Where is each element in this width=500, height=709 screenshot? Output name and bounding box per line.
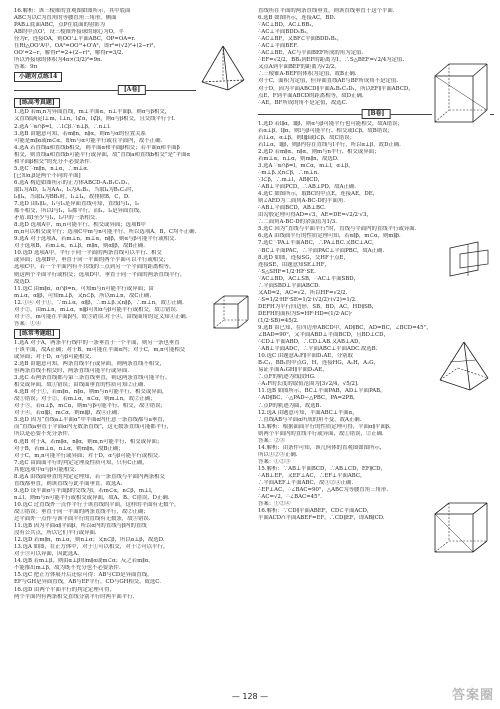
text-line: ∴EF⊥AC，∴∠BAC=90°，△ABC为等腰直角三角形. (258, 487, 389, 494)
text-line: 6.选B 如图所示，连接AC，BD. (258, 15, 336, 22)
text-line: ∴CD⊥平面ABD，∴CD⊥AB.又AB⊥AD， (258, 339, 364, 346)
text-line: ABC为以C为直角的等腰直角三角形，侧面 (14, 15, 117, 22)
text-line: PAB⊥底面ABC，点P在底面的射影为 (14, 22, 106, 29)
text-line: 则两个平面内的直线平行或异面，故①错误，②正确. (258, 430, 384, 437)
text-line: 2.选A ∵α∩β=l，∴l⊂β.∵n⊥β，∴n⊥l. (14, 123, 111, 130)
text-line: 又AD=2，AC=√2，所以HF=√2/2. (258, 289, 348, 296)
text-line: 12.选A 由题意可知，平面ABC⊥平面α， (258, 409, 358, 416)
text-line: 径为r，连接OA，则OO'⊥平面ABC，OP=OA=r. (14, 36, 136, 43)
text-line: 16.解析：∵CD∥平面ABEF，CD⊂平面ACD， (258, 508, 373, 515)
text-line: 对于③可以异面，因此选A. (14, 551, 79, 558)
text-line: 11.选B 因为平面α∥平面β，所以α内的直线与β内的直线 (14, 523, 147, 530)
section-heading-row (14, 97, 250, 109)
text-line: ∴AC⊥BF，又BF⊂平面BDD₁B₁， (258, 36, 343, 43)
text-line: ∴S=1/2·HF·SE=1/2·(√2/2)·(√2)=1/2. (258, 296, 357, 303)
cube-figure-right-top (432, 60, 490, 126)
text-line: 5.选C 因为“直线与平面平行”时，直线与平面内的直线平行或异面. (258, 226, 417, 233)
text-line: 而“直线a垂直于平面α内无数条直线”，这无数条直线可能都平行， (14, 424, 172, 431)
text-line: 没有公共点，所以它们平行或异面. (14, 530, 97, 537)
text-line: (1/2·SB)=45/2. (258, 317, 299, 324)
text-line: 13.选A 如图，在正方体中，对于①可以相交，对于②可以平行， (14, 544, 169, 551)
text-line: 8.选D 选项A中，m,n可能平行、相交或异面；选项B中 (14, 222, 146, 229)
text-line: ∵AC⊥BD，AC⊥SB，∴AC⊥平面SBD， (258, 275, 359, 282)
text-line: 对于D，因为平面ABCD∥平面A₁B₁C₁D₁，所以EF∥平面ABCD， (258, 85, 414, 92)
text-line: 2.选D 若m∥α，n∥α，则m与n平行、相交或异面； (258, 148, 380, 155)
text-line: 14.选B 若m⊥β，则由α⊥β知m∥α或m⊂α；反之若m∥α， (14, 558, 154, 565)
text-line: 则这两个平面平行或相交；选项D中，垂直于同一平面的两条直线平行， (14, 271, 186, 278)
text-line: 9.选A 对于选项A，若m⊥n，m⊥α，n∥β，则α与β可能平行或相交. (14, 236, 177, 243)
pyramid-figure (196, 44, 250, 92)
text-line: 在Rt△OO'A中，OA²=OO'²+O'A²，即r²=(√2)²+(2−r)²， (14, 43, 159, 50)
text-line: 1.选A 对于A，两条平行线中的一条垂直于一个平面，则另一条也垂直 (14, 339, 180, 346)
text-line: ∴AC⊥平面BEF. (258, 43, 298, 50)
text-line: B₁C₁，BB₁的中点G，H，连接HG，A₁H，A₁G， (258, 360, 379, 367)
text-line: n⊥l，则m与n可能平行或相交或异面，故A、B、C错误，D正确. (14, 494, 170, 501)
text-line: 直线都垂直，则该直线与此平面垂直，故选A. (14, 480, 123, 487)
text-line: 16.解析：该三棱锥的直观图如图所示，其中底面 (14, 8, 131, 14)
text-line: 12.①④ 对于①，∵m⊥α，α∥β，∴m⊥β.又n∥β，∴m⊥n，故①正确. (14, 299, 184, 306)
text-line: 1.选D 若l∥α，l∥β，则α与β可能平行也可能相交，故A错误； (258, 120, 403, 127)
text-line: ∴三棱锥A-BEF的体积为定值，故B正确. (258, 71, 357, 78)
text-line: 10.选C 过直线外一点作平行于该直线的平面，这样的平面有无数个， (14, 501, 180, 508)
text-line: ∴二面角A-BC-D的余弦值为1/3. (258, 219, 337, 226)
text-line: ∴AB⊥平面ADC，∴平面ABC⊥平面ADC.故选B. (258, 346, 378, 353)
text-line: 所以①②③正确. (258, 451, 298, 458)
section-heading: [练常考题组] (14, 329, 60, 339)
text-line: 16.选D 由两个平面平行的判定定理可得， (14, 586, 115, 593)
text-line: 答案：①②③ (258, 458, 291, 465)
text-line: 10.选D 选项A中，平行于同一平面的两条直线可以平行、相交 (14, 250, 162, 257)
text-line: 对于B，若m⊥α，n⊥α，则m∥n，故B正确； (14, 445, 124, 452)
text-line: 但两条直线不相交时，两条直线可能平行或异面. (14, 368, 129, 375)
cube-figure-right-bottom (432, 500, 490, 556)
text-line: 7.选D 由l₁∥l₂，l₁与l₃是异面直线可知，直线l与l₁，l₂ (14, 201, 139, 208)
text-line: 5.选D 因为“直线a⊥平面α”中平面α内任意一条直线都与a垂直， (14, 417, 169, 424)
text-line: 两个平面内有两条相交直线分别平行时两平面平行. (14, 593, 135, 600)
section-band-label: [A卷] (118, 85, 146, 95)
text-line: 不能推出m⊥β，故为既不充分也不必要条件. (14, 565, 121, 572)
text-line: 直线所在平面的两条直线垂直，则该直线垂直于这个平面. (258, 8, 395, 14)
text-line: 答案：9π (14, 64, 38, 71)
text-line: 答案：②③ (258, 437, 285, 444)
text-line: 对于C，面积为定值，但异面直线AE与BF所成角不是定值. (258, 78, 398, 85)
text-line: 3.选A ∵α∩β=l，m⊂α，m⊥l，α⊥β， (258, 162, 354, 169)
text-line: 故选D. (14, 278, 31, 285)
text-line: 过平面外一点作与该平面平行的直线有无数条，故③错误. (14, 516, 151, 523)
text-line: 对于③，若α⊥β，m⊂α，则m与β可能平行、相交，故③错误； (14, 403, 166, 410)
text-line: ∴AB⊥EF，又EF⊥AC，∴EF⊥平面ABC， (258, 473, 366, 479)
text-line: ∴AD∥BC，∴△PAD∽△PBC，PA=2PB， (258, 395, 359, 402)
watermark-logo: 答案圈 (451, 688, 494, 703)
text-line: 4.选C 如图所示，取BC的中点E，连接AE，DE， (258, 191, 379, 198)
text-line: 2.选B 由题意可知，两条直线平行或异面，则两条直线不相交， (14, 361, 165, 368)
text-line: 连接SE，由题意知SE⊥HF， (258, 261, 330, 268)
text-line: 又点A到平面BEF的距离为√2/2， (258, 64, 340, 71)
text-line: ∵l⊂β，∴m⊥l，AB∥CD， (258, 177, 324, 184)
text-line: 对于选项B，若m⊥α，n⊥β，m∥n，则α∥β，故B正确. (14, 243, 145, 250)
text-line: 若m⊥α，n⊥α，则m∥n，故选D. (258, 155, 339, 162)
text-line: 8.选D 如图，连接SG，交HF于点E， (258, 254, 349, 261)
text-line: 9.选D 设平面α与平面β的交线为l，若m⊂α，n⊂β，m⊥l， (14, 487, 157, 494)
cube-figure-left (212, 294, 250, 330)
text-line: 所以外接球的体积为4π×(3/2)²=9π. (14, 57, 103, 64)
text-line: 1.选D 若m,n为异面直线，m⊥平面α，n⊥平面β，则α与β相交， (14, 109, 171, 116)
text-line: ∴AE，BF所成的角不是定值，故选C. (258, 99, 348, 106)
text-line: 于该平面，故A正确；对于B，m可能在平面α内；对于C，m,n可能相交 (14, 346, 186, 353)
text-line: 则∠AED为二面角A-BC-D的平面角. (258, 198, 345, 205)
text-line: ∴A₁F的长度的取值范围为[3√2/4，√5/2]. (258, 381, 359, 388)
text-line: l₁∥l₄，当取l₄为BB₁时，l₁⊥l₄，故排除B，C，D. (14, 193, 130, 200)
text-line: 6.选A 构造如图所示的正方体ABCD-A₁B₁C₁D₁， (14, 179, 133, 186)
text-line: ∴直线AB与平面α所成的角不变，故A正确. (258, 416, 362, 423)
text-line: 平面ACD∩平面ABEF=EF，∴CD∥EF，即AB∥CD. (258, 515, 385, 522)
text-line: 矛盾.故l至少与l₁，l₂中的一条相交. (14, 215, 97, 222)
text-line: ∴平面AEF⊥平面ABC，故①②④正确. (258, 480, 354, 487)
text-line: 故①错误；垂直于同一平面的两条直线平行，故②正确； (14, 509, 149, 515)
text-line: 相交或异面，故①错误；由线面垂直的性质可知②正确. (14, 382, 146, 389)
text-line: EF与GH是异面直线，AB与EF平行，CD与GH相交，故选C. (14, 579, 161, 586)
pyramid-figure-right (436, 340, 492, 392)
text-line: ∴m⊥β.又n⊂β，∴m⊥n. (258, 169, 320, 176)
text-line: 8.选A 由线面垂直的判定定理知，若一条直线与平面内两条相交 (14, 473, 165, 480)
text-line: ∠BAD=90°，又平面ABD⊥平面BCD，且BD⊥CD， (258, 332, 389, 339)
text-line: AB的中点O'，设三棱锥外接球的球心为O，半 (14, 29, 124, 36)
text-line: 10.选C 由题意A₁F∥平面D₁AE，分别取 (258, 353, 353, 360)
text-line: 点E，F到平面ABCD的距离相等，故D正确. (258, 92, 364, 99)
text-line: 11.选B 如图所示，BC⊥平面PAB，AD⊥平面PAB， (258, 388, 386, 395)
text-line: 答案：①④ (14, 320, 41, 327)
text-line: 13.解析：根据面面平行的性质定理可得，平面α∥平面β， (258, 423, 395, 430)
page-number: — 128 — (231, 692, 269, 701)
text-line: ∴S△SHF=1/2·HF·SE. (258, 268, 316, 275)
section-heading: [练高考真题] (14, 98, 60, 108)
text-line: ∴AB⊥平面PCD，∴AB⊥PD，故A正确. (258, 184, 357, 191)
text-line: 对于C，m,n可能平行或异面；对于D，α与β可能平行或相交. (14, 452, 160, 459)
text-line: 选项C中，若一个平面内有不共线的三点到另一个平面的距离相等， (14, 264, 175, 271)
text-line: 或异面；对于D，α与β可能相交. (14, 353, 92, 360)
text-line: 7.选C ∵PA⊥平面ABC，∴PA⊥BC.又BC⊥AC， (258, 240, 378, 247)
text-line: DEFH为平行四边形，SB，BD，AC，HD∥SB， (258, 303, 378, 310)
text-line: ∴点F的轨迹为线段HG. (258, 374, 316, 381)
section-band-label: [B卷] (362, 109, 391, 119)
text-line: ∴点P的轨迹为圆，故选B. (258, 402, 322, 409)
text-line: 若α⊥β，l∥α，则l与β可能平行、相交或l⊂β，故B错误； (258, 127, 393, 134)
text-line: 对于③，m可能在平面β内，故③错误.对于④，由线面角的定义知④正确. (14, 313, 188, 320)
text-line: ∴平面SBD⊥平面ABCD. (258, 282, 320, 289)
text-line: ∴BC⊥平面PAC，∴平面PAC⊥平面PBC，故A正确. (258, 247, 385, 254)
section-heading: 小题对点练14 (14, 72, 62, 82)
text-line: ∴AB⊥平面BCD，AB⊥BC. (258, 205, 326, 212)
text-line: 5.选C ∵m∥n，n⊥α，∴m⊥α. (14, 165, 89, 172)
text-line: 或异面；选项B中，垂直于同一平面的两个平面可以平行或相交； (14, 257, 169, 264)
text-line: 所以是必要不充分条件. (14, 431, 70, 438)
text-line: 取l₁为AD，l₂为AA₁，l₃为A₁B₁，当取l₄为B₁C₁时， (14, 186, 137, 193)
text-line: 对于②，由m⊥n，m⊥α，n∥β可知α与β可能平行或相交，故②错误. (14, 306, 178, 313)
text-line: m,n可以相交或平行；选项C中m与n可能平行，所以选项A，B，C均不正确. (14, 229, 197, 236)
text-line: DEFH的面积为S=HF·HD=(1/2·AC)· (258, 310, 353, 317)
text-line: 6.选B 对于A，若m∥α，n∥α，则m,n可能平行、相交或异面； (14, 438, 163, 445)
text-line: OO'=2−r，解得r²=2+(2−r)²，解得r=3/2. (14, 50, 124, 57)
text-line: 相交，则直线a和直线b可能平行或异面，故“直线a和直线b相交”是“平面α (14, 151, 191, 158)
text-line: 11.选C 由m∥α，α∩β=n，可知m与n可能平行或异面；由 (14, 285, 154, 292)
text-line: 14.解析：由条件可知，该几何体的直观图如图所示， (258, 444, 386, 451)
text-line: 6.选A 由线面平行的性质定理可知，若α∥β，m⊂α，则m∥β. (258, 233, 401, 240)
text-line: 3.选C 若两条直线都与第三条直线垂直，则这两条直线可能平行、 (14, 375, 171, 382)
text-line: 都不相交，所以l与l₁，l₂都平行，而l₁，l₂是异面直线， (14, 208, 145, 215)
text-line: 4.选B 对于①，若m∥α，n∥α，则m与n可能平行、相交或异面， (14, 389, 168, 396)
text-line: ∴AC⊥平面BDD₁B₁， (258, 29, 312, 36)
plane-figure-right (448, 240, 490, 280)
text-line: 15.选C 把正方体展开后还原可得：AB与CD是异面直线， (14, 572, 153, 579)
text-line: 12.选D 若m∥n，m⊥α，则n⊥α；又n⊂β，所以α⊥β，故选D. (14, 537, 165, 544)
text-line: ∴AC⊥BE，AC与平面BEF所成的角为定值. (258, 50, 364, 57)
text-line: 易证平面A₁GH∥平面D₁AE， (258, 367, 328, 374)
text-line: 4.选A 若直线a和直线b相交，则平面α和平面β相交；若平面α和平面β (14, 144, 180, 151)
text-line: 由勾股定理可得AD=√3，AE=DE=√2/2·√3， (258, 212, 372, 219)
text-line: 3.选B 由题意可知，若m∥n，n∥α，则m与α的位置关系 (14, 130, 146, 137)
text-line: 答案：①②④ (258, 501, 291, 508)
text-line: 又直线l满足l⊥m，l⊥n，l⊄α，l⊄β，则α与β相交，且交线平行于l. (14, 116, 176, 123)
text-line: 若l⊥α，l∥β，则β内存在直线与l平行，所以α⊥β，故D正确. (258, 141, 401, 148)
text-line: [已知α,β是两个不同的平面] (14, 172, 81, 179)
text-line: 和平面β相交”的充分不必要条件. (14, 158, 92, 165)
text-line: m⊥α，α∥β，可知m⊥β，又n⊂β，所以m⊥n，故C正确. (14, 292, 152, 299)
text-line: 9.选B 由已知，在四边形ABCD中，AD∥BC，AD=BC，∠BCD=45°， (258, 325, 432, 332)
text-line: 对于④，若α∥β，m⊂α，则m∥β，故④正确. (14, 410, 120, 417)
text-line: ∵AC⊥BD，AC⊥BB₁， (258, 22, 317, 29)
text-line: 7.选C 由面面平行的判定定理及性质可知，只有C正确， (14, 459, 148, 466)
text-line: ∴EF=√2/2，BB₁到EF的距离为1，∴S△BEF=√2/4为定值. (258, 57, 405, 64)
text-line: ∴AC=√2，∴∠BAC=45°. (258, 494, 322, 501)
text-line: 故①错误；对于②，若m⊥α，n⊂α，则m⊥n，故②正确； (14, 396, 156, 403)
text-line: 15.解析：∵AB⊥平面BCD，∴AB⊥CD，EF∥CD， (258, 465, 386, 472)
text-line: 可能是m∥α或m⊂α，即m与α可能平行或在平面内，故不正确. (14, 137, 163, 144)
text-line: 若l⊥α，α⊥β，则l∥β或l⊂β，故C错误； (258, 134, 355, 141)
text-line: 其他选项中α与β可能相交. (14, 466, 77, 473)
